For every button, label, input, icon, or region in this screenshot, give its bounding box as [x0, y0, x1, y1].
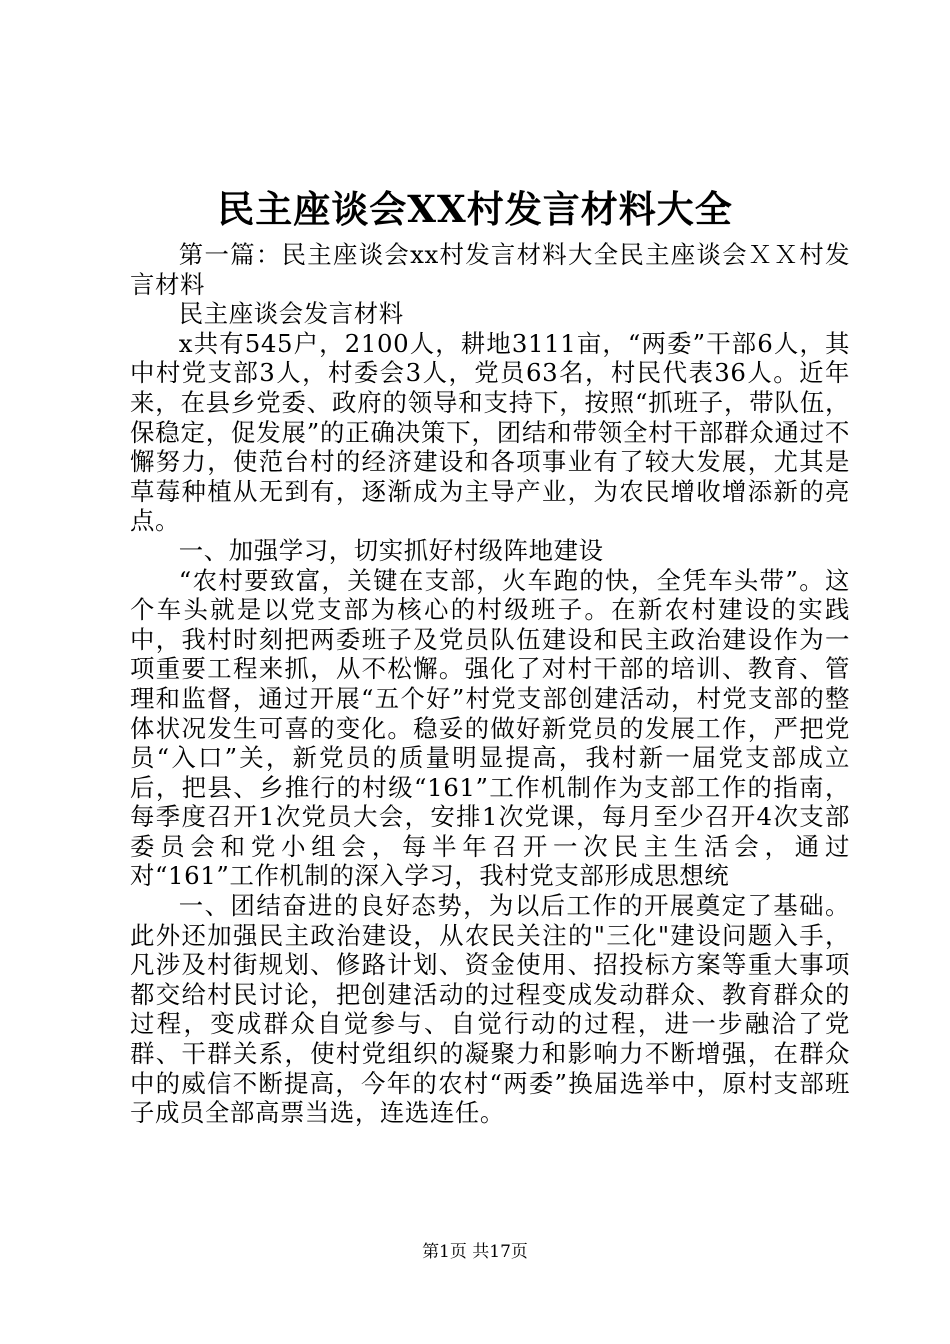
paragraph-intro-heading: 第一篇：民主座谈会xx村发言材料大全民主座谈会ＸＸ村发言材料	[130, 240, 850, 299]
paragraph-subtitle: 民主座谈会发言材料	[178, 299, 404, 329]
paragraph-democracy: 一、团结奋进的良好态势，为以后工作的开展奠定了基础。此外还加强民主政治建设，从农民关注的"三化"建设问题入手，凡涉及村街规划、修路计划、资金使用、招投标方案等重大事项都交给村民讨论，把创建活动的过程变成发动群众、教育群众的过程，变成群众自觉参与、自觉行动的过程，进一步融洽了党群、干群关系，使村党组织的凝聚力和影响力不断增强，在群众中的威信不断提高，今年的农村“两委”换届选举中，原村支部班子成员全部高票当选，连选连任。	[130, 891, 850, 1128]
document-body	[130, 240, 850, 1128]
paragraph-party-branch: “农村要致富，关键在支部，火车跑的快，全凭车头带”。这个车头就是以党支部为核心的村级班子。在新农村建设的实践中，我村时刻把两委班子及党员队伍建设和民主政治建设作为一项重要工程来抓，从不松懈。强化了对村干部的培训、教育、管理和监督，通过开展“五个好”村党支部创建活动，村党支部的整体状况发生可喜的变化。稳妥的做好新党员的发展工作，严把党员“入口”关，新党员的质量明显提高，我村新一届党支部成立后，把县、乡推行的村级“161”工作机制作为支部工作的指南，每季度召开1次党员大会，安排1次党课，每月至少召开4次支部委员会和党小组会，每半年召开一次民主生活会，通过对“161”工作机制的深入学习，我村党支部形成思想统	[130, 565, 850, 891]
document-title: 民主座谈会XX村发言材料大全	[217, 187, 733, 231]
section-heading-study: 一、加强学习，切实抓好村级阵地建设	[178, 535, 604, 565]
page-number-footer: 第1页 共17页	[422, 1242, 528, 1262]
paragraph-village-overview: x共有545户，2100人，耕地3111亩，“两委”干部6人，其中村党支部3人，村委会3人，党员63名，村民代表36人。近年来，在县乡党委、政府的领导和支持下，按照“抓班子，带队伍，保稳定，促发展”的正确决策下，团结和带领全村干部群众通过不懈努力，使范台村的经济建设和各项事业有了较大发展，尤其是草莓种植从无到有，逐渐成为主导产业，为农民增收增添新的亮点。	[130, 328, 850, 536]
